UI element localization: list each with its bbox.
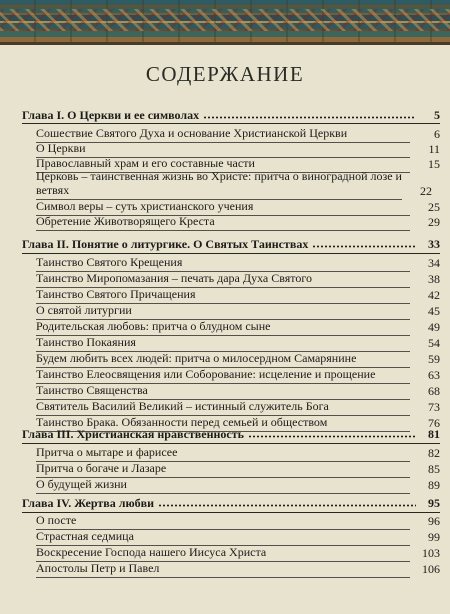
toc-entry-label: Церковь – таинственная жизнь во Христе: притча о виноградной лозе и ветвях xyxy=(36,169,402,200)
toc-entry-page: 29 xyxy=(428,215,440,229)
toc-entry xyxy=(36,288,440,304)
toc-entry xyxy=(36,256,440,272)
toc-entry xyxy=(36,352,440,368)
chapter-title: Глава II. Понятие о литургике. О Святых Таинствах xyxy=(22,237,309,251)
toc-entry xyxy=(36,514,440,530)
chapter-title: Глава I. О Церкви и ее символах xyxy=(22,108,200,122)
chapter-rule xyxy=(22,512,440,513)
toc-entry-page: 25 xyxy=(428,200,440,214)
chapter-rule xyxy=(22,123,440,124)
toc-entry-page: 38 xyxy=(428,272,440,286)
border-underline xyxy=(0,42,450,45)
toc-entry-page: 22 xyxy=(420,184,432,198)
toc-entry-page: 45 xyxy=(428,304,440,318)
toc-entry-page: 99 xyxy=(428,530,440,544)
toc-entry xyxy=(36,530,440,546)
toc-entry-page: 89 xyxy=(428,478,440,492)
toc-entry-label: Таинство Святого Причащения xyxy=(36,288,410,304)
toc-entry-label: Святитель Василий Великий – истинный служитель Бога xyxy=(36,400,410,416)
toc-entry xyxy=(36,400,440,416)
dot-leader xyxy=(312,245,416,248)
chapter-heading xyxy=(22,105,440,123)
toc-entry xyxy=(36,215,440,231)
toc-entry xyxy=(36,546,440,562)
toc-entry xyxy=(36,368,440,384)
toc-entry-label: Воскресение Господа нашего Иисуса Христа xyxy=(36,546,410,562)
dot-leader xyxy=(203,116,416,119)
chapter-title: Глава III. Христианская нравственность xyxy=(22,427,244,441)
toc-entry-page: 6 xyxy=(434,127,440,141)
toc-entry-page: 34 xyxy=(428,256,440,270)
toc-entry-page: 82 xyxy=(428,446,440,460)
chapter-page: 5 xyxy=(434,108,440,122)
toc-entry xyxy=(36,304,440,320)
toc-entry-label: Таинство Святого Крещения xyxy=(36,256,410,272)
toc-entry xyxy=(36,336,440,352)
toc-entry xyxy=(36,320,440,336)
toc-entry-label: Апостолы Петр и Павел xyxy=(36,562,410,578)
toc-entry-page: 73 xyxy=(428,400,440,414)
toc-entry-label: Символ веры – суть христианского учения xyxy=(36,200,410,216)
toc-entry-label: Таинство Елеосвящения или Соборование: исцеление и прощение xyxy=(36,368,410,384)
toc-entry xyxy=(36,478,440,494)
toc-entry-page: 68 xyxy=(428,384,440,398)
toc-entry-label: Таинство Священства xyxy=(36,384,410,400)
toc-entry xyxy=(36,384,440,400)
toc-entry-page: 49 xyxy=(428,320,440,334)
toc-entry-page: 15 xyxy=(428,157,440,171)
toc-entry-label: О Церкви xyxy=(36,142,410,158)
chapter-page: 95 xyxy=(428,496,440,510)
dot-leader xyxy=(158,504,416,507)
chapter-rule xyxy=(22,253,440,254)
toc-entry xyxy=(36,462,440,478)
chapter-heading xyxy=(22,234,440,252)
chapter-rule xyxy=(22,443,440,444)
dot-leader xyxy=(248,435,416,438)
toc-entry-label: Таинство Покаяния xyxy=(36,336,410,352)
toc-entry-label: О святой литургии xyxy=(36,304,410,320)
toc-entry-page: 103 xyxy=(422,546,440,560)
toc-entry xyxy=(36,272,440,288)
toc-entry-page: 59 xyxy=(428,352,440,366)
toc-entry-label: Таинство Брака. Обязанности перед семьей и обществом xyxy=(36,416,410,432)
chapter-page: 81 xyxy=(428,427,440,441)
toc-entry-label: Православный храм и его составные части xyxy=(36,157,410,173)
toc-entry-label: Обретение Животворящего Креста xyxy=(36,215,410,231)
toc-entry xyxy=(36,562,440,578)
toc-entry-label: Таинство Миропомазания – печать дара Духа Святого xyxy=(36,272,410,288)
toc-entry-label: Родительская любовь: притча о блудном сыне xyxy=(36,320,410,336)
chapter-title: Глава IV. Жертва любви xyxy=(22,496,155,510)
page-title: СОДЕРЖАНИЕ xyxy=(145,62,305,86)
decorative-ornament-border xyxy=(0,0,450,42)
toc-entry xyxy=(36,127,440,143)
toc-entry-page: 54 xyxy=(428,336,440,350)
toc-entry-page: 42 xyxy=(428,288,440,302)
toc-entry-page: 85 xyxy=(428,462,440,476)
toc-entry-label: Притча о мытаре и фарисее xyxy=(36,446,410,462)
toc-entry-label: Страстная седмица xyxy=(36,530,410,546)
toc-entry xyxy=(36,446,440,462)
toc-entry-label: О посте xyxy=(36,514,410,530)
toc-entry-label: Притча о богаче и Лазаре xyxy=(36,462,410,478)
toc-entry-page: 96 xyxy=(428,514,440,528)
toc-entry-label: Будем любить всех людей: притча о милосердном Самарянине xyxy=(36,352,410,368)
chapter-heading xyxy=(22,424,440,442)
toc-entry-page: 63 xyxy=(428,368,440,382)
toc-entry-label: О будущей жизни xyxy=(36,478,410,494)
toc-entry-page: 76 xyxy=(428,416,440,430)
chapter-heading xyxy=(22,493,440,511)
toc-entry-page: 106 xyxy=(422,562,440,576)
toc-entry-label: Сошествие Святого Духа и основание Христианской Церкви xyxy=(36,127,410,143)
chapter-page: 33 xyxy=(428,237,440,251)
toc-entry-page: 11 xyxy=(428,142,440,156)
toc-entry xyxy=(36,169,440,200)
